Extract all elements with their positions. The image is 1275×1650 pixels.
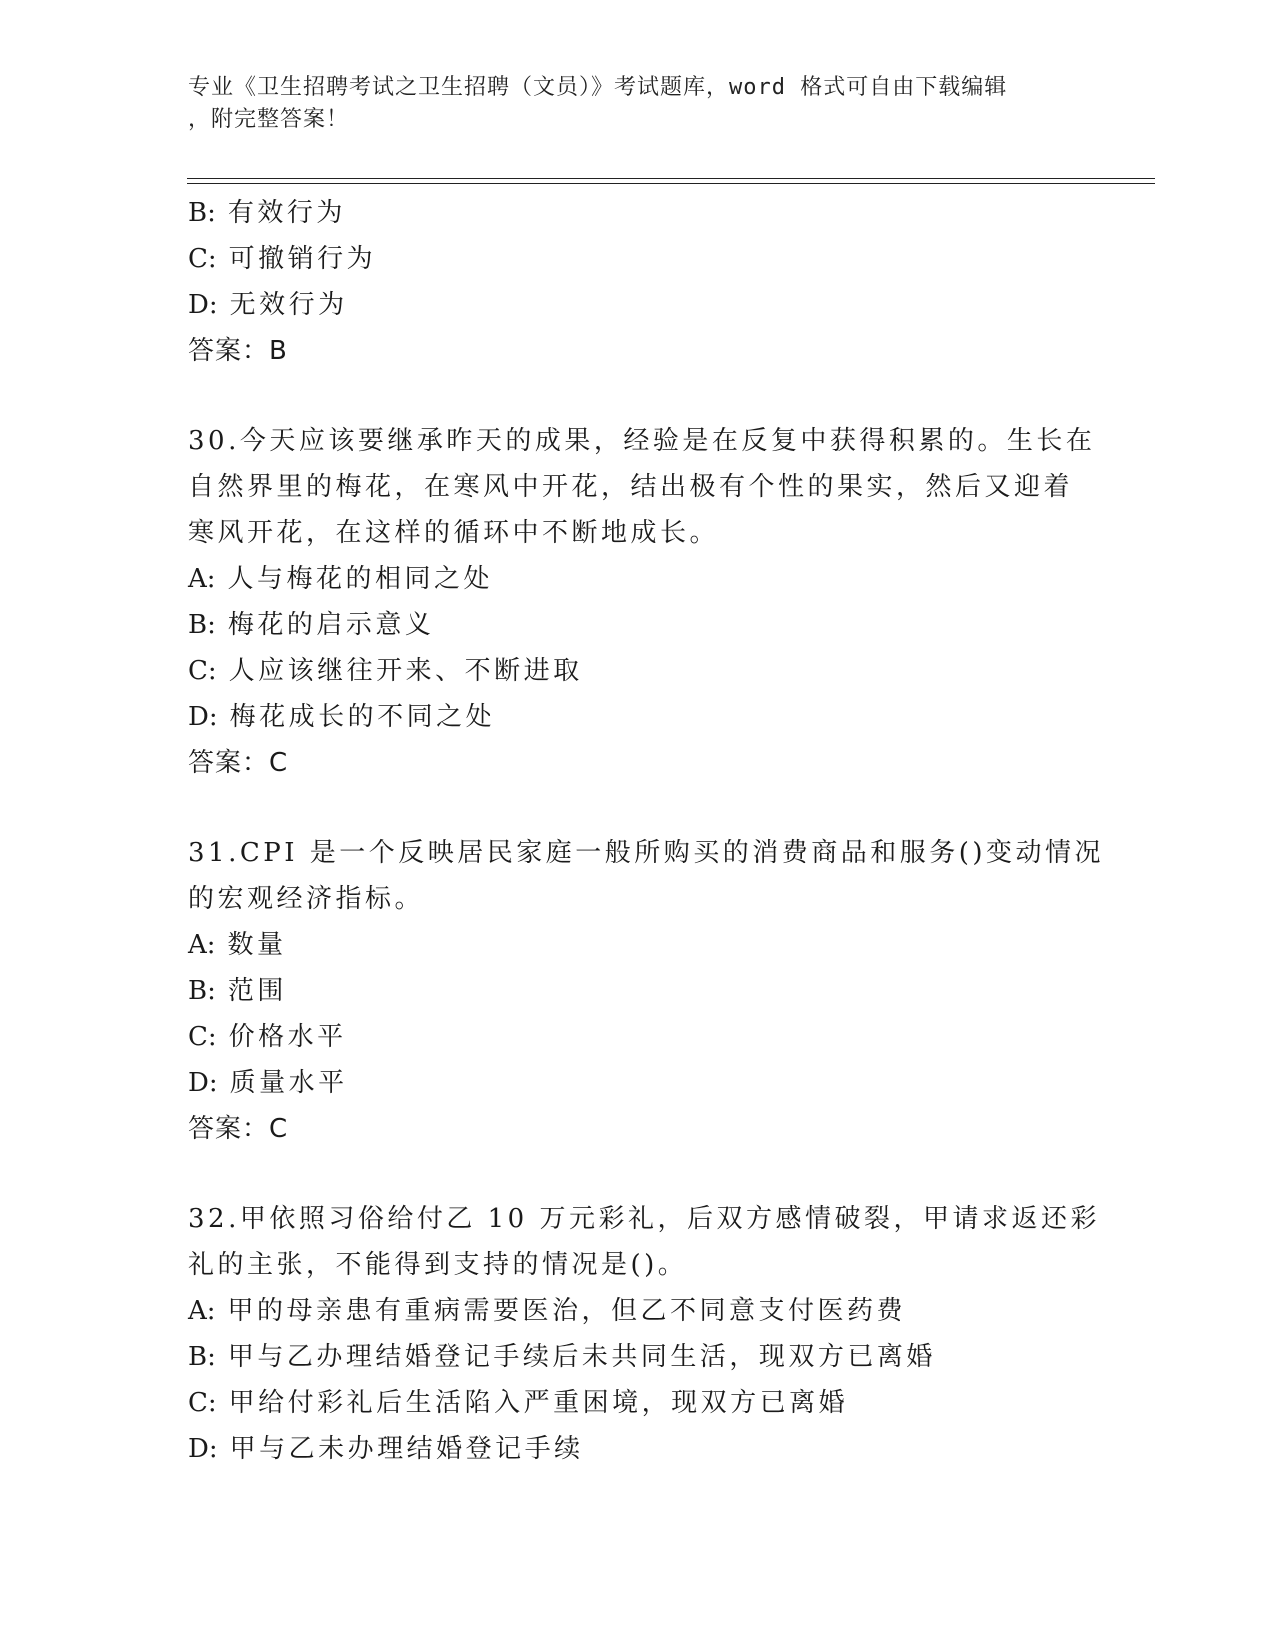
option-b — [188, 968, 1088, 1014]
question-stem-line: 自然界里的梅花，在寒风中开花，结出极有个性的果实，然后又迎着 — [188, 472, 1074, 502]
option-text: 梅花成长的不同之处 — [229, 702, 496, 732]
option-text: 甲与乙未办理结婚登记手续 — [229, 1434, 584, 1464]
question-stem-line: 的宏观经济指标。 — [188, 884, 425, 914]
option-b — [188, 1334, 1088, 1380]
option-letter: B: — [188, 976, 216, 1006]
option-letter: A: — [188, 564, 216, 594]
option-letter: B: — [188, 198, 216, 228]
option-text: 梅花的启示意义 — [227, 610, 435, 640]
option-letter: D: — [188, 290, 218, 320]
option-b — [188, 602, 1088, 648]
option-letter: A: — [188, 930, 216, 960]
option-letter: C: — [188, 244, 217, 274]
option-letter: B: — [188, 1342, 216, 1372]
option-text: 甲与乙办理结婚登记手续后未共同生活，现双方已离婚 — [227, 1342, 936, 1372]
option-d — [188, 282, 1088, 328]
option-c — [188, 648, 1088, 694]
option-d — [188, 1426, 1088, 1472]
header-line-1: 专业《卫生招聘考试之卫生招聘（文员）》考试题库，word 格式可自由下载编辑 — [188, 75, 1008, 100]
option-c — [188, 236, 1088, 282]
option-text: 人应该继往开来、不断进取 — [228, 656, 583, 686]
option-text: 有效行为 — [227, 198, 346, 228]
question-31 — [188, 830, 1105, 1152]
option-letter: D: — [188, 702, 218, 732]
option-text: 范围 — [227, 976, 287, 1006]
question-list — [188, 190, 1105, 1472]
option-letter: C: — [188, 1022, 217, 1052]
option-text: 无效行为 — [229, 290, 348, 320]
option-a — [188, 1288, 1088, 1334]
option-text: 数量 — [227, 930, 287, 960]
page-header — [188, 72, 1088, 136]
answer-line: 答案：C — [188, 748, 289, 778]
option-text: 甲的母亲患有重病需要医治，但乙不同意支付医药费 — [227, 1296, 907, 1326]
question-32 — [188, 1196, 1100, 1472]
option-text: 质量水平 — [229, 1068, 348, 1098]
option-d — [188, 694, 1088, 740]
option-d — [188, 1060, 1088, 1106]
option-letter: A: — [188, 1296, 216, 1326]
option-letter: B: — [188, 610, 216, 640]
spacer — [188, 786, 1088, 830]
header-divider-top — [187, 178, 1155, 179]
option-b — [188, 190, 1088, 236]
question-stem-line: 礼的主张，不能得到支持的情况是()。 — [188, 1250, 688, 1280]
option-c — [188, 1014, 1088, 1060]
option-letter: C: — [188, 656, 217, 686]
header-divider-bottom — [187, 183, 1155, 184]
question-stem-line: 寒风开花，在这样的循环中不断地成长。 — [188, 518, 720, 548]
question-stem-line: 30.今天应该要继承昨天的成果，经验是在反复中获得积累的。生长在 — [188, 426, 1096, 456]
option-text: 甲给付彩礼后生活陷入严重困境，现双方已离婚 — [228, 1388, 849, 1418]
spacer — [188, 1152, 1088, 1196]
question-30 — [188, 418, 1096, 786]
option-letter: D: — [188, 1068, 218, 1098]
answer-line: 答案：C — [188, 1114, 289, 1144]
option-letter: D: — [188, 1434, 218, 1464]
option-text: 可撤销行为 — [228, 244, 377, 274]
spacer — [188, 374, 1088, 418]
option-c — [188, 1380, 1088, 1426]
answer-line: 答案：B — [188, 336, 288, 366]
option-a — [188, 556, 1088, 602]
question-stem-line: 32.甲依照习俗给付乙 10 万元彩礼，后双方感情破裂，甲请求返还彩 — [188, 1204, 1100, 1234]
header-line-2: ，附完整答案！ — [188, 107, 350, 132]
question-stem-line: 31.CPI 是一个反映居民家庭一般所购买的消费商品和服务()变动情况 — [188, 838, 1105, 868]
option-letter: C: — [188, 1388, 217, 1418]
option-text: 人与梅花的相同之处 — [227, 564, 494, 594]
question-29 — [188, 190, 1088, 374]
option-a — [188, 922, 1088, 968]
option-text: 价格水平 — [228, 1022, 347, 1052]
